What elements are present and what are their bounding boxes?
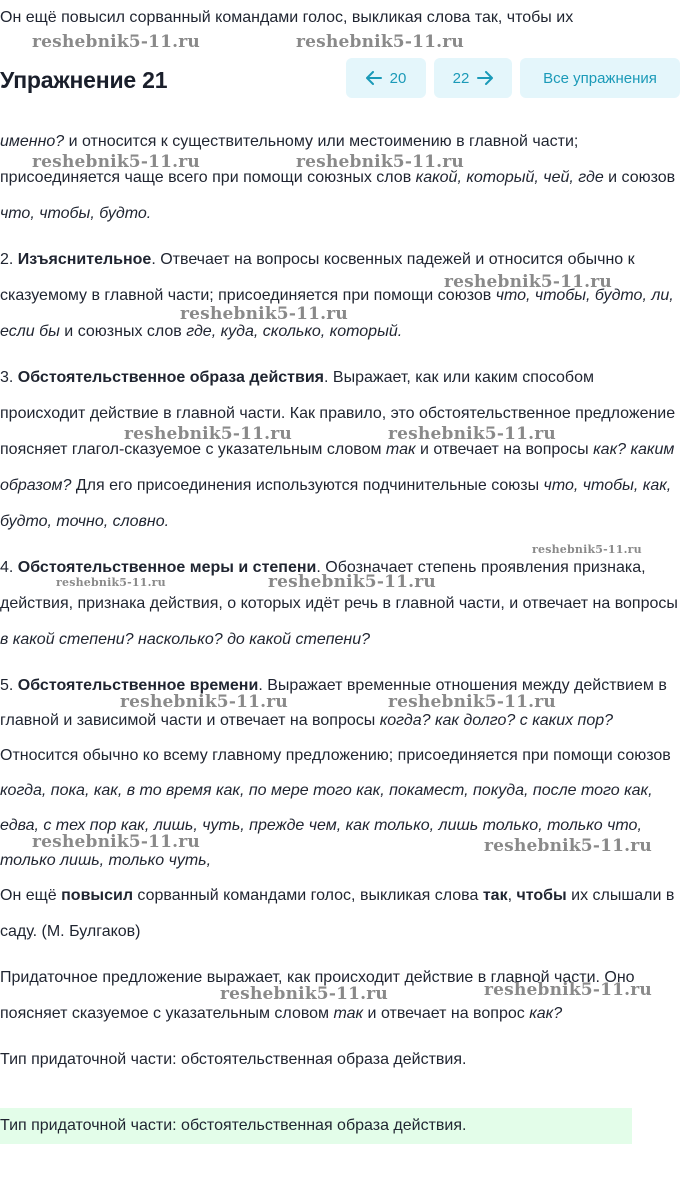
watermark: reshebnik5-11.ru (32, 832, 200, 852)
paragraph-4 (0, 550, 680, 658)
watermark: reshebnik5-11.ru (56, 576, 166, 589)
watermark: reshebnik5-11.ru (180, 304, 348, 324)
watermark: reshebnik5-11.ru (296, 152, 464, 172)
list-number: 5. (0, 677, 18, 694)
arrow-left-icon (366, 71, 382, 85)
answer-highlight: Тип придаточной части: обстоятельственная образа действия. (0, 1108, 632, 1144)
watermark: reshebnik5-11.ru (296, 32, 464, 52)
italic-text: как? (529, 1005, 563, 1022)
bold-term: Обстоятельственное времени (17, 677, 259, 694)
exercise-header (0, 54, 680, 104)
bold-word: так (482, 887, 508, 904)
italic-text: где, куда, сколько, который. (186, 323, 403, 340)
next-exercise-label: 22 (452, 69, 470, 87)
text: , (507, 887, 517, 904)
watermark: reshebnik5-11.ru (444, 272, 612, 292)
paragraph-1 (0, 124, 680, 232)
watermark: reshebnik5-11.ru (532, 543, 642, 556)
paragraph-5 (0, 668, 680, 878)
watermark: reshebnik5-11.ru (120, 692, 288, 712)
text: . Выражает, как или каким способом происходит действие в главной части. Как правило, это обстоятельственное предложение поясняет глагол-сказуемое с указательным словом (0, 369, 676, 458)
example-sentence (0, 878, 680, 950)
watermark: reshebnik5-11.ru (484, 836, 652, 856)
text: и относится к существительному или местоимению в главной части; присоединяется чаще всего при помощи союзных слов (0, 133, 579, 186)
italic-text: когда? как долго? с каких пор? (379, 712, 614, 729)
previous-text-line: Он ещё повысил сорванный командами голос, выкликая слова так, чтобы их (0, 9, 574, 26)
italic-text: что, чтобы, будто, ли, если бы (0, 287, 674, 340)
text: . Отвечает на вопросы косвенных падежей и относится обычно к сказуемому в главной части; присоединяется при помощи союзов (0, 251, 635, 304)
arrow-right-icon (477, 71, 493, 85)
explanation (0, 960, 680, 1032)
italic-text: какой, который, чей, где (415, 169, 604, 186)
text: и отвечает на вопрос (363, 1005, 530, 1022)
prev-exercise-button[interactable] (346, 58, 426, 98)
text: сорванный командами голос, выкликая слова (132, 887, 483, 904)
text: . Обозначает степень проявления признака, действия, признака действия, о которых идёт речь в главной части, и отвечает на вопросы (0, 559, 678, 612)
watermark: reshebnik5-11.ru (388, 692, 556, 712)
text: Для его присоединения используются подчинительные союзы (71, 477, 544, 494)
watermark: reshebnik5-11.ru (32, 152, 200, 172)
answer-text: Тип придаточной части: обстоятельственная образа действия. (0, 1051, 467, 1068)
italic-text: именно? (0, 133, 65, 150)
watermark: reshebnik5-11.ru (220, 984, 388, 1004)
paragraph-3 (0, 360, 680, 540)
all-exercises-button[interactable] (520, 58, 680, 98)
italic-text: так (333, 1005, 364, 1022)
watermark: reshebnik5-11.ru (32, 32, 200, 52)
watermark: reshebnik5-11.ru (268, 572, 436, 592)
text: Придаточное предложение выражает, как происходит действие в главной части. Оно поясняет сказуемое с указательным словом (0, 969, 635, 1022)
italic-text: когда, пока, как, в то время как, по мере того как, покамест, покуда, после того как, едва, с тех пор как, лишь, чуть, прежде чем, как только, лишь только, только что, только лишь, только чуть, (0, 782, 653, 869)
italic-text: в какой степени? насколько? до какой степени? (0, 631, 371, 648)
list-number: 2. (0, 251, 18, 268)
text: Относится обычно ко всему главному предложению; присоединяется при помощи союзов (0, 747, 671, 764)
bold-term: Обстоятельственное образа действия (17, 369, 325, 386)
text: и союзов (603, 169, 676, 186)
italic-text: как? каким образом? (0, 441, 675, 494)
text: . Выражает временные отношения между действием в главной и зависимой части и отвечает на вопросы (0, 677, 667, 729)
bold-term: Изъяснительное (17, 251, 152, 268)
text: их слышали в саду. (М. Булгаков) (0, 887, 675, 940)
italic-text: что, чтобы, будто. (0, 205, 152, 222)
watermark: reshebnik5-11.ru (124, 424, 292, 444)
watermark: reshebnik5-11.ru (484, 980, 652, 1000)
text: Он ещё (0, 887, 62, 904)
italic-text: что, чтобы, как, будто, точно, словно. (0, 477, 672, 530)
bold-term: Обстоятельственное меры и степени (17, 559, 317, 576)
bold-word: чтобы (516, 887, 567, 904)
text: и союзных слов (59, 323, 187, 340)
italic-text: так (385, 441, 416, 458)
text: и отвечает на вопросы (415, 441, 594, 458)
bold-word: повысил (61, 887, 133, 904)
list-number: 3. (0, 369, 18, 386)
all-exercises-label: Все упражнения (543, 69, 657, 87)
prev-exercise-label: 20 (389, 69, 407, 87)
next-exercise-button[interactable] (434, 58, 512, 98)
paragraph-2 (0, 242, 680, 350)
list-number: 4. (0, 559, 18, 576)
watermark: reshebnik5-11.ru (388, 424, 556, 444)
solution-content (0, 124, 680, 1078)
page-title: Упражнение 21 (0, 67, 168, 93)
